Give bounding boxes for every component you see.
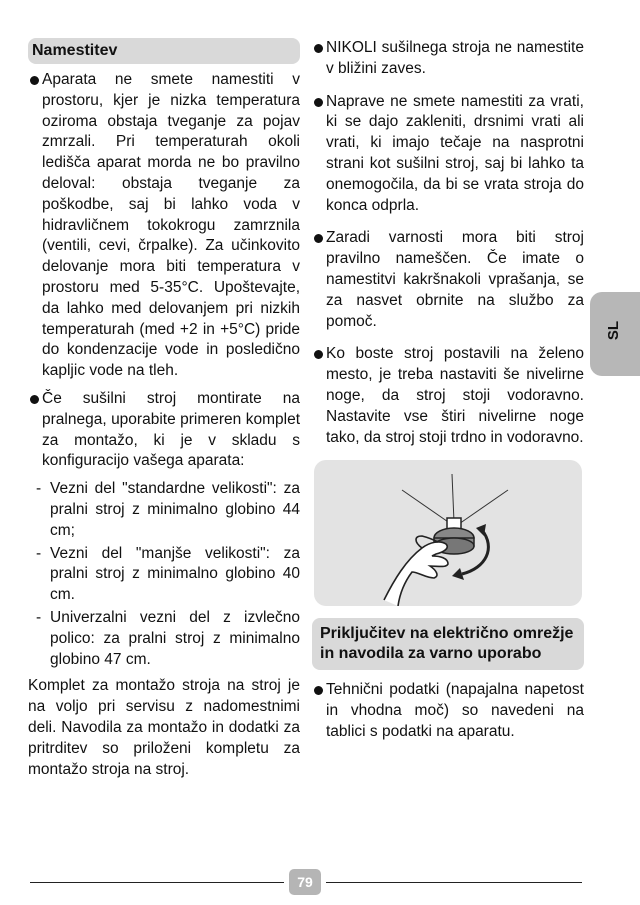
bullet-text: Naprave ne smete namestiti za vrati, ki se dajo zakleniti, drsnimi vrati ali vrati, ki imajo tečaje na nasprotni strani kot sušilni stroj, saj bi lahko ta onemogočila, da bi se vrata stroja do konca odprla. bbox=[326, 92, 584, 214]
section-heading-electrical: Priključitev na električno omrežje in navodila za varno uporabo bbox=[312, 618, 584, 670]
section-heading-namestitev: Namestitev bbox=[28, 38, 300, 64]
dash-list-item bbox=[28, 544, 300, 606]
dash-item-text: Vezni del "manjše velikosti": za pralni stroj z minimalno globino 40 cm. bbox=[50, 544, 300, 604]
bullet-paragraph bbox=[312, 38, 584, 80]
bullet-paragraph bbox=[312, 228, 584, 332]
dash-list-item bbox=[28, 608, 300, 670]
dash-list-item bbox=[28, 479, 300, 541]
bullet-text: NIKOLI sušilnega stroja ne namestite v bližini zaves. bbox=[326, 39, 584, 77]
bullet-dot bbox=[314, 350, 323, 359]
dash-mark: - bbox=[36, 480, 42, 498]
bullet-text: Zaradi varnosti mora biti stroj pravilno nameščen. Če imate o namestitvi kakršnakoli vprašanja, se za nasvet obrnite na službo za pomoč. bbox=[326, 229, 584, 330]
bullet-paragraph bbox=[312, 680, 584, 742]
bullet-paragraph bbox=[28, 70, 300, 382]
bullet-text: Če sušilni stroj montirate na pralnega, uporabite primeren komplet za montažo, ki je v skladu s konfiguracijo vašega aparata: bbox=[42, 389, 300, 470]
bullet-paragraph bbox=[28, 389, 300, 472]
bullet-text: Aparata ne smete namestiti v prostoru, kjer je nizka temperatura oziroma obstaja tveganje za pojav zmrzali. Pri temperaturah okoli ledišča aparat morda ne bo pravilno deloval: obstaja tveganje za poškodbe, saj bi lahko voda v hidravličnem tokokrogu zamrznila (ventili, cevi, črpalke). Za učinkovito delovanje mora biti temperatura v prostoru med 5-35°C. Upoštevajte, da lahko med delovanjem pri nizkih temperaturah (med +2 in +5°C) pride do kondenzacije vode in posledično kapljic vode na tleh. bbox=[42, 71, 300, 380]
language-tab bbox=[590, 292, 640, 376]
language-tab-label: SL bbox=[605, 320, 623, 341]
bullet-text: Tehnični podatki (napajalna napetost in vhodna moč) so navedeni na tablici s podatki na aparatu. bbox=[326, 681, 584, 740]
kit-paragraph: Komplet za montažo stroja na stroj je na voljo pri servisu z nadomestnimi deli. Navodila za montažo in dodatki za pritrditev so priloženi kompletu za montažo stroja na stroj. bbox=[28, 677, 300, 778]
dash-item-text: Vezni del "standardne velikosti": za pralni stroj z minimalno globino 44 cm; bbox=[50, 480, 300, 539]
bullet-paragraph bbox=[312, 92, 584, 217]
leveling-foot-illustration bbox=[314, 460, 582, 606]
right-column bbox=[312, 38, 584, 755]
bullet-text: Ko boste stroj postavili na želeno mesto, je treba nastaviti še nivelirne noge, da stroj stoji vodoravno. Nastavite vse štiri nivelirne noge tako, da stroj stoji trdno in vodoravno. bbox=[326, 345, 584, 446]
dash-item-text: Univerzalni vezni del z izvlečno polico: za pralni stroj z minimalno globino 47 cm. bbox=[50, 608, 300, 668]
bullet-dot bbox=[314, 234, 323, 243]
hand-adjusting-foot-icon bbox=[314, 460, 582, 606]
left-column bbox=[28, 38, 300, 780]
bullet-dot bbox=[30, 76, 39, 85]
bullet-dot bbox=[30, 395, 39, 404]
bullet-dot bbox=[314, 44, 323, 53]
dash-mark: - bbox=[36, 608, 42, 626]
bullet-dot bbox=[314, 686, 323, 695]
footer-rule-right bbox=[326, 882, 582, 883]
footer-rule-left bbox=[30, 882, 284, 883]
bullet-dot bbox=[314, 98, 323, 107]
dash-mark: - bbox=[36, 544, 42, 562]
page-number: 79 bbox=[289, 869, 321, 895]
bullet-paragraph bbox=[312, 344, 584, 448]
